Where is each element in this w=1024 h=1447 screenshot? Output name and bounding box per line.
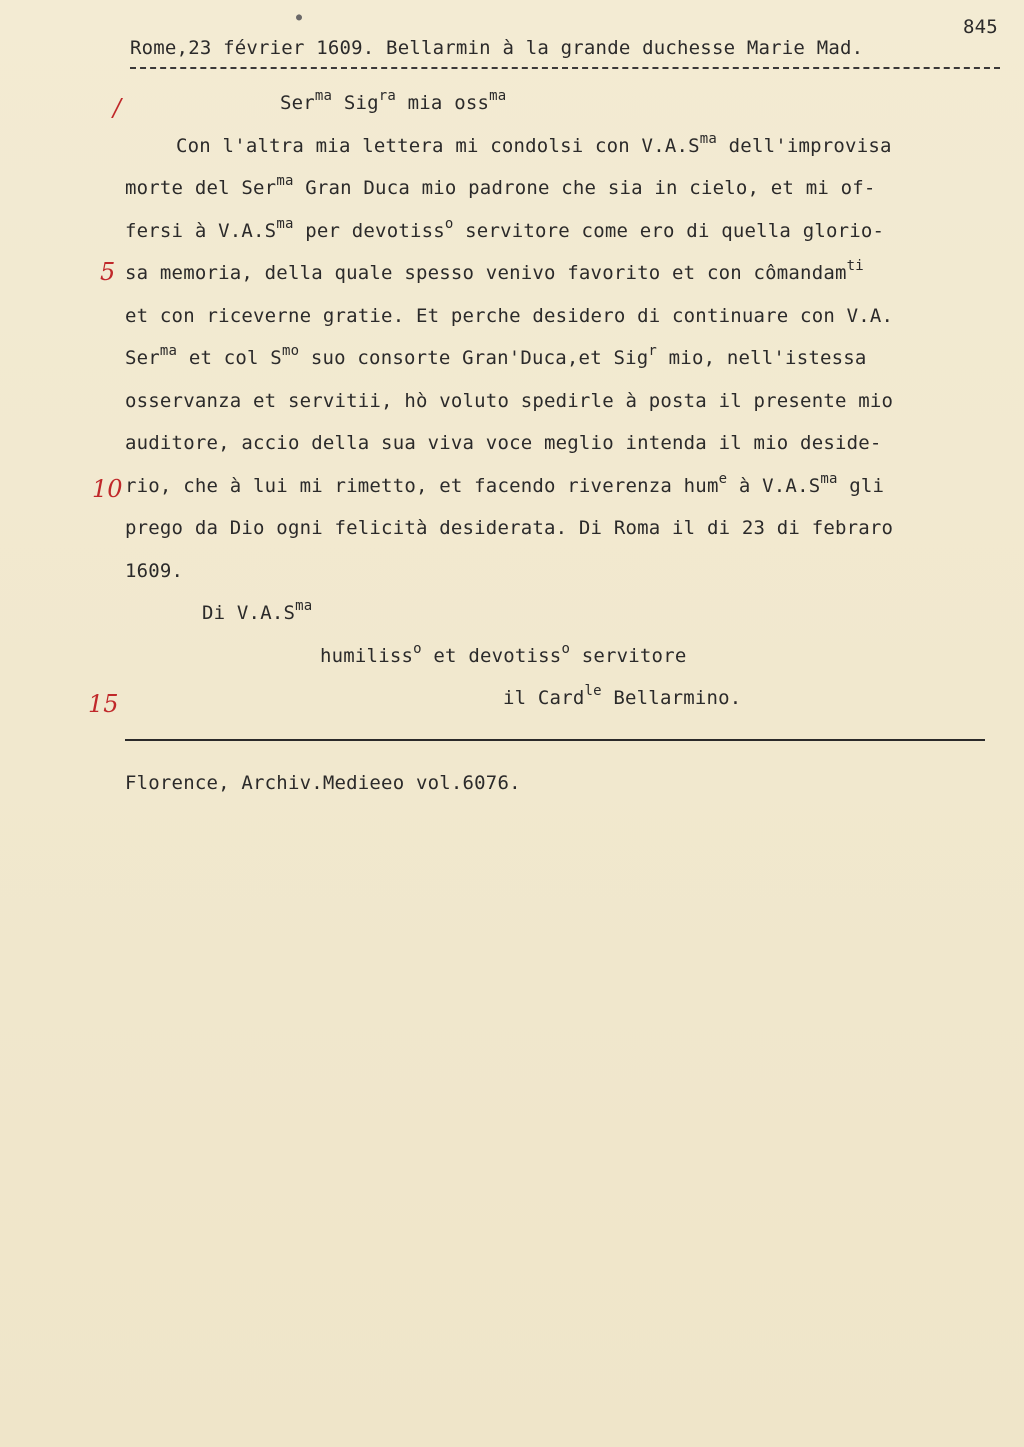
letter-line-7: osservanza et servitii, hò voluto spedirle à posta il presente mio — [125, 390, 894, 412]
salutation: Ser$^{ma}$ Sig$^{ra}$ mia oss$^{ma}$ — [280, 88, 507, 114]
closing-humility: humiliss$^o$ et devotiss$^o$ servitore — [320, 641, 687, 667]
letter-line-11: 1609. — [125, 560, 184, 582]
closing-address: Di $V.A.S^{ma}$ — [202, 598, 313, 624]
letter-line-5: et con riceverne gratie. Et perche desidero di continuare con V.A. — [125, 305, 894, 327]
letter-line-1: Con l'altra mia lettera mi condolsi con $V.A.S^{ma}$ dell'improvisa — [176, 131, 892, 157]
letter-line-9: rio, che à lui mi rimetto, et facendo riverenza hum$^e$ à $V.A.S^{ma}$ gli — [125, 471, 885, 497]
page-number: 845 — [963, 16, 998, 38]
margin-number-1: / — [113, 94, 122, 122]
footer-rule — [125, 739, 985, 741]
ink-dot: ● — [296, 12, 303, 23]
letter-line-10: prego da Dio ogni felicità desiderata. Di Roma il di 23 di febraro — [125, 517, 894, 539]
margin-number-5: 5 — [100, 258, 116, 286]
letter-line-8: auditore, accio della sua viva voce meglio intenda il mio deside- — [125, 432, 882, 454]
letter-line-6: Ser$^{ma}$ et col $S^{mo}$ suo consorte Gran'Duca,et Sig$^r$ mio, nell'istessa — [125, 343, 867, 369]
letter-line-2: morte del Ser$^{ma}$ Gran Duca mio padrone che sia in cielo, et mi of- — [125, 173, 876, 199]
letter-line-3: fersi à $V.A.S^{ma}$ per devotiss$^o$ servitore come ero di quella glorio- — [125, 216, 885, 242]
signature: il Card$^{le}$ Bellarmino. — [503, 683, 742, 709]
margin-number-15: 15 — [88, 690, 119, 718]
margin-number-10: 10 — [92, 475, 123, 503]
source-citation: Florence, Archiv.Medieeo vol.6076. — [125, 772, 521, 794]
letter-line-4: sa memoria, della quale spesso venivo favorito et con cômandam$^{ti}$ — [125, 258, 864, 284]
header-dashed-rule — [130, 67, 1000, 69]
document-header: Rome,23 février 1609. Bellarmin à la grande duchesse Marie Mad. — [130, 37, 864, 59]
